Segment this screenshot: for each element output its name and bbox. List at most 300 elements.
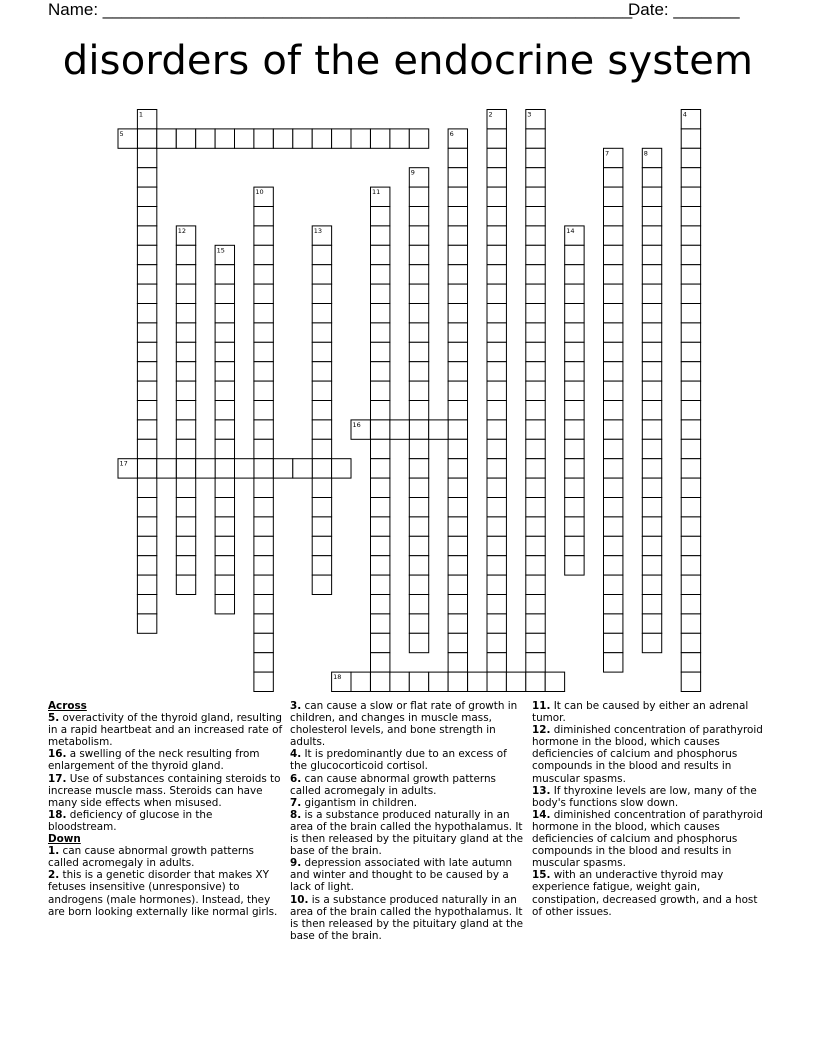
grid-cell[interactable] [487,129,506,148]
grid-cell[interactable] [371,478,390,497]
grid-cell[interactable] [235,129,254,148]
grid-cell[interactable] [137,459,156,478]
grid-cell[interactable] [681,478,700,497]
grid-cell[interactable] [293,129,312,148]
grid-cell[interactable] [681,672,700,691]
grid-cell[interactable] [448,148,467,167]
grid-cell[interactable] [215,304,234,323]
grid-cell[interactable] [176,304,195,323]
grid-cell[interactable] [642,498,661,517]
grid-cell[interactable] [215,381,234,400]
grid-cell[interactable] [448,498,467,517]
grid-cell[interactable] [371,323,390,342]
grid-cell[interactable] [312,401,331,420]
grid-cell[interactable] [312,478,331,497]
grid-cell[interactable] [448,401,467,420]
grid-cell[interactable] [332,129,351,148]
grid-cell[interactable] [371,575,390,594]
grid-cell[interactable] [526,536,545,555]
grid-cell[interactable] [526,575,545,594]
grid-cell[interactable] [371,614,390,633]
grid-cell[interactable] [681,304,700,323]
grid-cell[interactable] [137,614,156,633]
grid-cell[interactable] [137,575,156,594]
grid-cell[interactable] [545,672,564,691]
grid-cell[interactable] [371,207,390,226]
grid-cell[interactable] [215,420,234,439]
grid-cell[interactable] [565,381,584,400]
grid-cell[interactable] [254,595,273,614]
grid-cell[interactable] [681,498,700,517]
grid-cell[interactable] [604,304,623,323]
grid-cell[interactable] [254,459,273,478]
grid-cell[interactable] [604,595,623,614]
grid-cell[interactable] [526,148,545,167]
grid-cell[interactable] [137,304,156,323]
grid-cell[interactable] [487,439,506,458]
grid-cell[interactable] [137,245,156,264]
grid-cell[interactable] [254,653,273,672]
grid-cell[interactable] [312,498,331,517]
grid-cell[interactable] [604,556,623,575]
grid-cell[interactable] [565,536,584,555]
grid-cell[interactable] [681,556,700,575]
grid-cell[interactable] [312,381,331,400]
grid-cell[interactable] [409,595,428,614]
grid-cell[interactable] [176,245,195,264]
grid-cell[interactable] [681,129,700,148]
grid-cell[interactable] [371,672,390,691]
grid-cell[interactable] [487,265,506,284]
grid-cell[interactable] [604,265,623,284]
grid-cell[interactable] [604,614,623,633]
grid-cell[interactable] [642,478,661,497]
grid-cell[interactable] [254,304,273,323]
grid-cell[interactable] [176,265,195,284]
grid-cell[interactable] [176,401,195,420]
grid-cell[interactable] [681,401,700,420]
grid-cell[interactable] [565,265,584,284]
grid-cell[interactable] [487,653,506,672]
grid-cell[interactable] [371,517,390,536]
grid-cell[interactable] [312,129,331,148]
grid-cell[interactable] [448,304,467,323]
grid-cell[interactable] [409,362,428,381]
grid-cell[interactable] [215,459,234,478]
grid-cell[interactable] [526,653,545,672]
grid-cell[interactable] [254,439,273,458]
grid-cell[interactable] [448,556,467,575]
grid-cell[interactable] [371,633,390,652]
grid-cell[interactable] [448,381,467,400]
grid-cell[interactable] [448,439,467,458]
grid-cell[interactable] [409,536,428,555]
grid-cell[interactable] [429,672,448,691]
grid-cell[interactable] [642,614,661,633]
grid-cell[interactable] [371,304,390,323]
grid-cell[interactable] [565,304,584,323]
grid-cell[interactable] [565,245,584,264]
grid-cell[interactable] [681,342,700,361]
grid-cell[interactable] [526,556,545,575]
grid-cell[interactable] [642,323,661,342]
grid-cell[interactable] [526,517,545,536]
grid-cell[interactable] [565,498,584,517]
grid-cell[interactable] [371,226,390,245]
grid-cell[interactable] [526,633,545,652]
grid-cell[interactable] [409,420,428,439]
grid-cell[interactable] [604,439,623,458]
grid-cell[interactable] [371,459,390,478]
grid-cell[interactable] [235,459,254,478]
grid-cell[interactable] [215,284,234,303]
grid-cell[interactable] [448,362,467,381]
grid-cell[interactable] [642,633,661,652]
grid-cell[interactable] [137,284,156,303]
grid-cell[interactable] [254,575,273,594]
grid-cell[interactable] [409,459,428,478]
grid-cell[interactable] [137,536,156,555]
grid-cell[interactable] [526,323,545,342]
grid-cell[interactable] [254,672,273,691]
grid-cell[interactable] [312,284,331,303]
grid-cell[interactable] [176,459,195,478]
grid-cell[interactable] [215,478,234,497]
grid-cell[interactable] [487,342,506,361]
grid-cell[interactable] [604,226,623,245]
grid-cell[interactable] [526,459,545,478]
grid-cell[interactable] [254,284,273,303]
grid-cell[interactable] [604,207,623,226]
grid-cell[interactable] [312,304,331,323]
grid-cell[interactable] [565,284,584,303]
grid-cell[interactable] [642,459,661,478]
grid-cell[interactable] [526,265,545,284]
grid-cell[interactable] [371,362,390,381]
grid-cell[interactable] [681,517,700,536]
grid-cell[interactable] [215,362,234,381]
grid-cell[interactable] [409,323,428,342]
grid-cell[interactable] [215,595,234,614]
grid-cell[interactable] [371,129,390,148]
grid-cell[interactable] [487,672,506,691]
grid-cell[interactable] [176,536,195,555]
grid-cell[interactable] [137,517,156,536]
grid-cell[interactable] [254,536,273,555]
grid-cell[interactable] [526,187,545,206]
grid-cell[interactable] [565,459,584,478]
grid-cell[interactable] [448,478,467,497]
grid-cell[interactable] [215,556,234,575]
grid-cell[interactable] [487,420,506,439]
grid-cell[interactable] [273,459,292,478]
grid-cell[interactable] [254,129,273,148]
grid-cell[interactable] [254,517,273,536]
grid-cell[interactable] [312,459,331,478]
grid-cell[interactable] [681,284,700,303]
grid-cell[interactable] [409,265,428,284]
grid-cell[interactable] [215,401,234,420]
grid-cell[interactable] [390,129,409,148]
grid-cell[interactable] [409,633,428,652]
grid-cell[interactable] [215,323,234,342]
grid-cell[interactable] [448,284,467,303]
grid-cell[interactable] [642,595,661,614]
grid-cell[interactable] [176,342,195,361]
grid-cell[interactable] [642,304,661,323]
grid-cell[interactable] [176,439,195,458]
grid-cell[interactable] [604,381,623,400]
grid-cell[interactable] [526,342,545,361]
grid-cell[interactable] [409,129,428,148]
grid-cell[interactable] [371,439,390,458]
grid-cell[interactable] [137,478,156,497]
grid-cell[interactable] [604,362,623,381]
grid-cell[interactable] [312,556,331,575]
grid-cell[interactable] [312,517,331,536]
grid-cell[interactable] [215,575,234,594]
grid-cell[interactable] [351,672,370,691]
grid-cell[interactable] [565,439,584,458]
grid-cell[interactable] [176,420,195,439]
grid-cell[interactable] [448,672,467,691]
grid-cell[interactable] [409,401,428,420]
grid-cell[interactable] [642,187,661,206]
grid-cell[interactable] [215,342,234,361]
grid-cell[interactable] [409,226,428,245]
grid-cell[interactable] [487,304,506,323]
grid-cell[interactable] [681,187,700,206]
grid-cell[interactable] [371,401,390,420]
grid-cell[interactable] [176,575,195,594]
grid-cell[interactable] [487,536,506,555]
grid-cell[interactable] [254,498,273,517]
grid-cell[interactable] [448,459,467,478]
grid-cell[interactable] [526,226,545,245]
grid-cell[interactable] [409,381,428,400]
grid-cell[interactable] [409,342,428,361]
grid-cell[interactable] [565,517,584,536]
grid-cell[interactable] [215,536,234,555]
grid-cell[interactable] [642,420,661,439]
grid-cell[interactable] [604,653,623,672]
grid-cell[interactable] [254,342,273,361]
grid-cell[interactable] [390,672,409,691]
grid-cell[interactable] [487,401,506,420]
grid-cell[interactable] [137,187,156,206]
grid-cell[interactable] [448,187,467,206]
grid-cell[interactable] [681,226,700,245]
grid-cell[interactable] [137,265,156,284]
grid-cell[interactable] [371,536,390,555]
grid-cell[interactable] [642,439,661,458]
grid-cell[interactable] [487,556,506,575]
grid-cell[interactable] [215,129,234,148]
grid-cell[interactable] [487,362,506,381]
grid-cell[interactable] [565,401,584,420]
grid-cell[interactable] [681,265,700,284]
name-field-label[interactable]: Name: ________________________________________________________ [48,0,633,19]
grid-cell[interactable] [604,342,623,361]
grid-cell[interactable] [448,226,467,245]
grid-cell[interactable] [604,420,623,439]
grid-cell[interactable] [681,148,700,167]
grid-cell[interactable] [137,381,156,400]
grid-cell[interactable] [137,362,156,381]
grid-cell[interactable] [137,420,156,439]
grid-cell[interactable] [409,498,428,517]
grid-cell[interactable] [526,478,545,497]
grid-cell[interactable] [254,207,273,226]
grid-cell[interactable] [487,245,506,264]
grid-cell[interactable] [642,556,661,575]
grid-cell[interactable] [526,401,545,420]
grid-cell[interactable] [604,633,623,652]
grid-cell[interactable] [642,207,661,226]
grid-cell[interactable] [312,575,331,594]
grid-cell[interactable] [157,129,176,148]
grid-cell[interactable] [526,129,545,148]
grid-cell[interactable] [681,575,700,594]
grid-cell[interactable] [409,556,428,575]
grid-cell[interactable] [487,517,506,536]
grid-cell[interactable] [604,245,623,264]
grid-cell[interactable] [137,595,156,614]
grid-cell[interactable] [215,517,234,536]
grid-cell[interactable] [604,187,623,206]
grid-cell[interactable] [604,536,623,555]
grid-cell[interactable] [448,342,467,361]
grid-cell[interactable] [681,323,700,342]
grid-cell[interactable] [487,226,506,245]
grid-cell[interactable] [642,265,661,284]
grid-cell[interactable] [487,148,506,167]
grid-cell[interactable] [409,575,428,594]
grid-cell[interactable] [409,304,428,323]
grid-cell[interactable] [487,478,506,497]
grid-cell[interactable] [312,536,331,555]
grid-cell[interactable] [506,672,525,691]
grid-cell[interactable] [429,420,448,439]
grid-cell[interactable] [487,323,506,342]
grid-cell[interactable] [604,323,623,342]
grid-cell[interactable] [312,323,331,342]
grid-cell[interactable] [565,323,584,342]
grid-cell[interactable] [371,245,390,264]
grid-cell[interactable] [137,207,156,226]
grid-cell[interactable] [371,556,390,575]
grid-cell[interactable] [642,226,661,245]
grid-cell[interactable] [604,478,623,497]
grid-cell[interactable] [448,265,467,284]
grid-cell[interactable] [642,536,661,555]
grid-cell[interactable] [254,323,273,342]
grid-cell[interactable] [409,478,428,497]
grid-cell[interactable] [371,498,390,517]
grid-cell[interactable] [254,478,273,497]
grid-cell[interactable] [312,439,331,458]
grid-cell[interactable] [681,536,700,555]
grid-cell[interactable] [565,478,584,497]
grid-cell[interactable] [371,595,390,614]
grid-cell[interactable] [681,614,700,633]
grid-cell[interactable] [409,284,428,303]
grid-cell[interactable] [137,342,156,361]
grid-cell[interactable] [681,362,700,381]
grid-cell[interactable] [409,672,428,691]
grid-cell[interactable] [137,401,156,420]
grid-cell[interactable] [273,129,292,148]
grid-cell[interactable] [371,420,390,439]
grid-cell[interactable] [137,556,156,575]
grid-cell[interactable] [176,517,195,536]
grid-cell[interactable] [604,498,623,517]
grid-cell[interactable] [137,439,156,458]
grid-cell[interactable] [681,168,700,187]
grid-cell[interactable] [176,498,195,517]
grid-cell[interactable] [137,168,156,187]
date-field-label[interactable]: Date: _______ [628,0,740,19]
grid-cell[interactable] [215,265,234,284]
grid-cell[interactable] [487,498,506,517]
grid-cell[interactable] [254,556,273,575]
grid-cell[interactable] [526,245,545,264]
grid-cell[interactable] [312,362,331,381]
grid-cell[interactable] [487,168,506,187]
grid-cell[interactable] [409,187,428,206]
grid-cell[interactable] [196,459,215,478]
grid-cell[interactable] [293,459,312,478]
grid-cell[interactable] [254,226,273,245]
grid-cell[interactable] [681,633,700,652]
grid-cell[interactable] [487,284,506,303]
grid-cell[interactable] [642,245,661,264]
grid-cell[interactable] [254,265,273,284]
grid-cell[interactable] [526,304,545,323]
grid-cell[interactable] [565,420,584,439]
grid-cell[interactable] [448,653,467,672]
grid-cell[interactable] [176,362,195,381]
grid-cell[interactable] [526,207,545,226]
grid-cell[interactable] [448,575,467,594]
grid-cell[interactable] [526,498,545,517]
grid-cell[interactable] [468,672,487,691]
grid-cell[interactable] [565,362,584,381]
grid-cell[interactable] [390,420,409,439]
grid-cell[interactable] [196,129,215,148]
grid-cell[interactable] [176,478,195,497]
grid-cell[interactable] [604,517,623,536]
grid-cell[interactable] [526,439,545,458]
grid-cell[interactable] [137,129,156,148]
grid-cell[interactable] [176,323,195,342]
grid-cell[interactable] [176,381,195,400]
grid-cell[interactable] [254,420,273,439]
grid-cell[interactable] [642,575,661,594]
grid-cell[interactable] [409,439,428,458]
grid-cell[interactable] [681,381,700,400]
grid-cell[interactable] [332,459,351,478]
grid-cell[interactable] [526,614,545,633]
grid-cell[interactable] [371,342,390,361]
grid-cell[interactable] [681,653,700,672]
grid-cell[interactable] [604,401,623,420]
grid-cell[interactable] [409,245,428,264]
grid-cell[interactable] [642,517,661,536]
grid-cell[interactable] [526,420,545,439]
grid-cell[interactable] [642,362,661,381]
grid-cell[interactable] [448,614,467,633]
